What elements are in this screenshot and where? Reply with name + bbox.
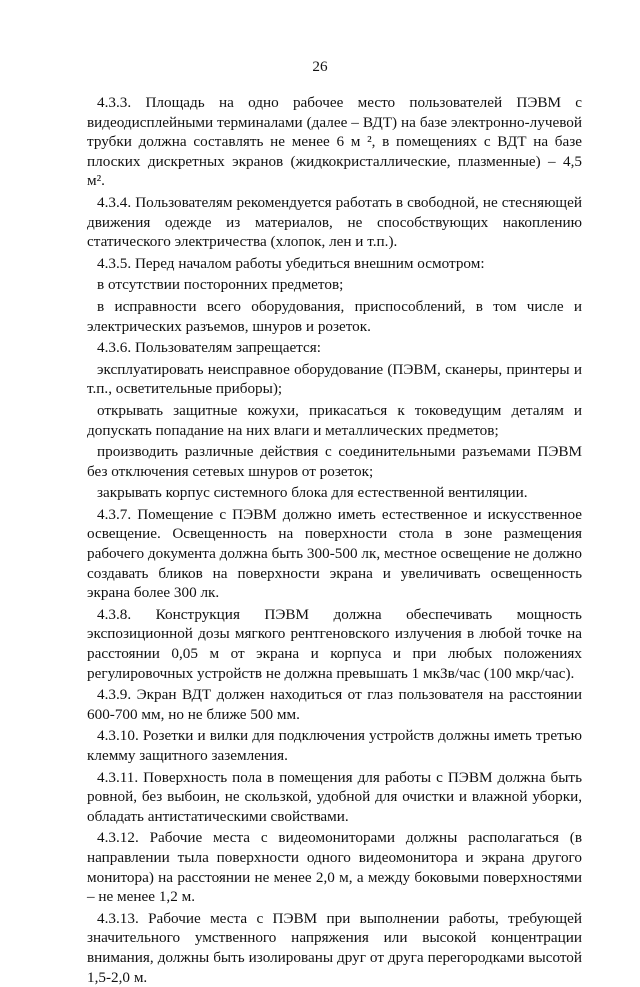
paragraph-4-3-11: 4.3.11. Поверхность пола в помещения для работы с ПЭВМ должна быть ровной, без выбоин, не скользкой, удобной для очистки и влажной уборки, обладать антистатическими свойствами.: [87, 768, 582, 825]
document-body: [87, 93, 582, 987]
list-item: закрывать корпус системного блока для естественной вентиляции.: [97, 484, 528, 502]
paragraph-4-3-5: 4.3.5. Перед началом работы убедиться внешним осмотром:: [97, 254, 485, 272]
list-item: в отсутствии посторонних предметов;: [97, 276, 344, 294]
paragraph-4-3-13: 4.3.13. Рабочие места с ПЭВМ при выполнении работы, требующей значительного умственного напряжения или высокой концентрации внимания, должны быть изолированы друг от друга перегородками высотой 1,5-2,0 м.: [87, 909, 582, 986]
list-item: в исправности всего оборудования, приспособлений, в том числе и электрических разъемов, шнуров и розеток.: [87, 297, 582, 335]
paragraph-4-3-8: 4.3.8. Конструкция ПЭВМ должна обеспечивать мощность экспозиционной дозы мягкого рентгеновского излучения в любой точке на расстоянии 0,05 м от экрана и корпуса и при любых положениях регулировочных устройств не должна превышать 1 мкЗв/час (100 мкр/час).: [87, 605, 582, 682]
paragraph-4-3-9: 4.3.9. Экран ВДТ должен находиться от глаз пользователя на расстоянии 600-700 мм, но не ближе 500 мм.: [87, 686, 582, 723]
paragraph-4-3-3: 4.3.3. Площадь на одно рабочее место пользователей ПЭВМ с видеодисплейными терминалами (далее – ВДТ) на базе электронно-лучевой трубки должна составлять не менее 6 м ², в помещениях с ВДТ на базе плоских дискретных экранов (жидкокристаллические, плазменные) – 4,5 м².: [87, 94, 582, 190]
list-item: открывать защитные кожухи, прикасаться к токоведущим деталям и допускать попадание на них влаги и металлических предметов;: [87, 401, 582, 439]
list-item: производить различные действия с соединительными разъемами ПЭВМ без отключения сетевых шнуров от розеток;: [87, 443, 582, 480]
list-item: эксплуатировать неисправное оборудование (ПЭВМ, сканеры, принтеры и т.п., осветительные приборы);: [87, 360, 582, 398]
paragraph-4-3-12: 4.3.12. Рабочие места с видеомониторами должны располагаться (в направлении тыла поверхности одного видеомонитора и экрана другого монитора) на расстоянии не менее 2,0 м, а между боковыми поверхностями – не менее 1,2 м.: [87, 829, 582, 906]
page-number: 26: [312, 58, 328, 75]
paragraph-4-3-10: 4.3.10. Розетки и вилки для подключения устройств должны иметь третью клемму защитного заземления.: [87, 727, 582, 764]
paragraph-4-3-4: 4.3.4. Пользователям рекомендуется работать в свободной, не стесняющей движения одежде из материалов, не способствующих накоплению статического электричества (хлопок, лен и т.п.).: [87, 193, 582, 251]
paragraph-4-3-6: 4.3.6. Пользователям запрещается:: [97, 339, 321, 357]
paragraph-4-3-7: 4.3.7. Помещение с ПЭВМ должно иметь естественное и искусственное освещение. Освещенность на поверхности стола в зоне размещения рабочего документа должна быть 300-500 лк, местное освещение не должно создавать бликов на поверхности экрана и увеличивать освещенность экрана более 300 лк.: [87, 505, 582, 602]
